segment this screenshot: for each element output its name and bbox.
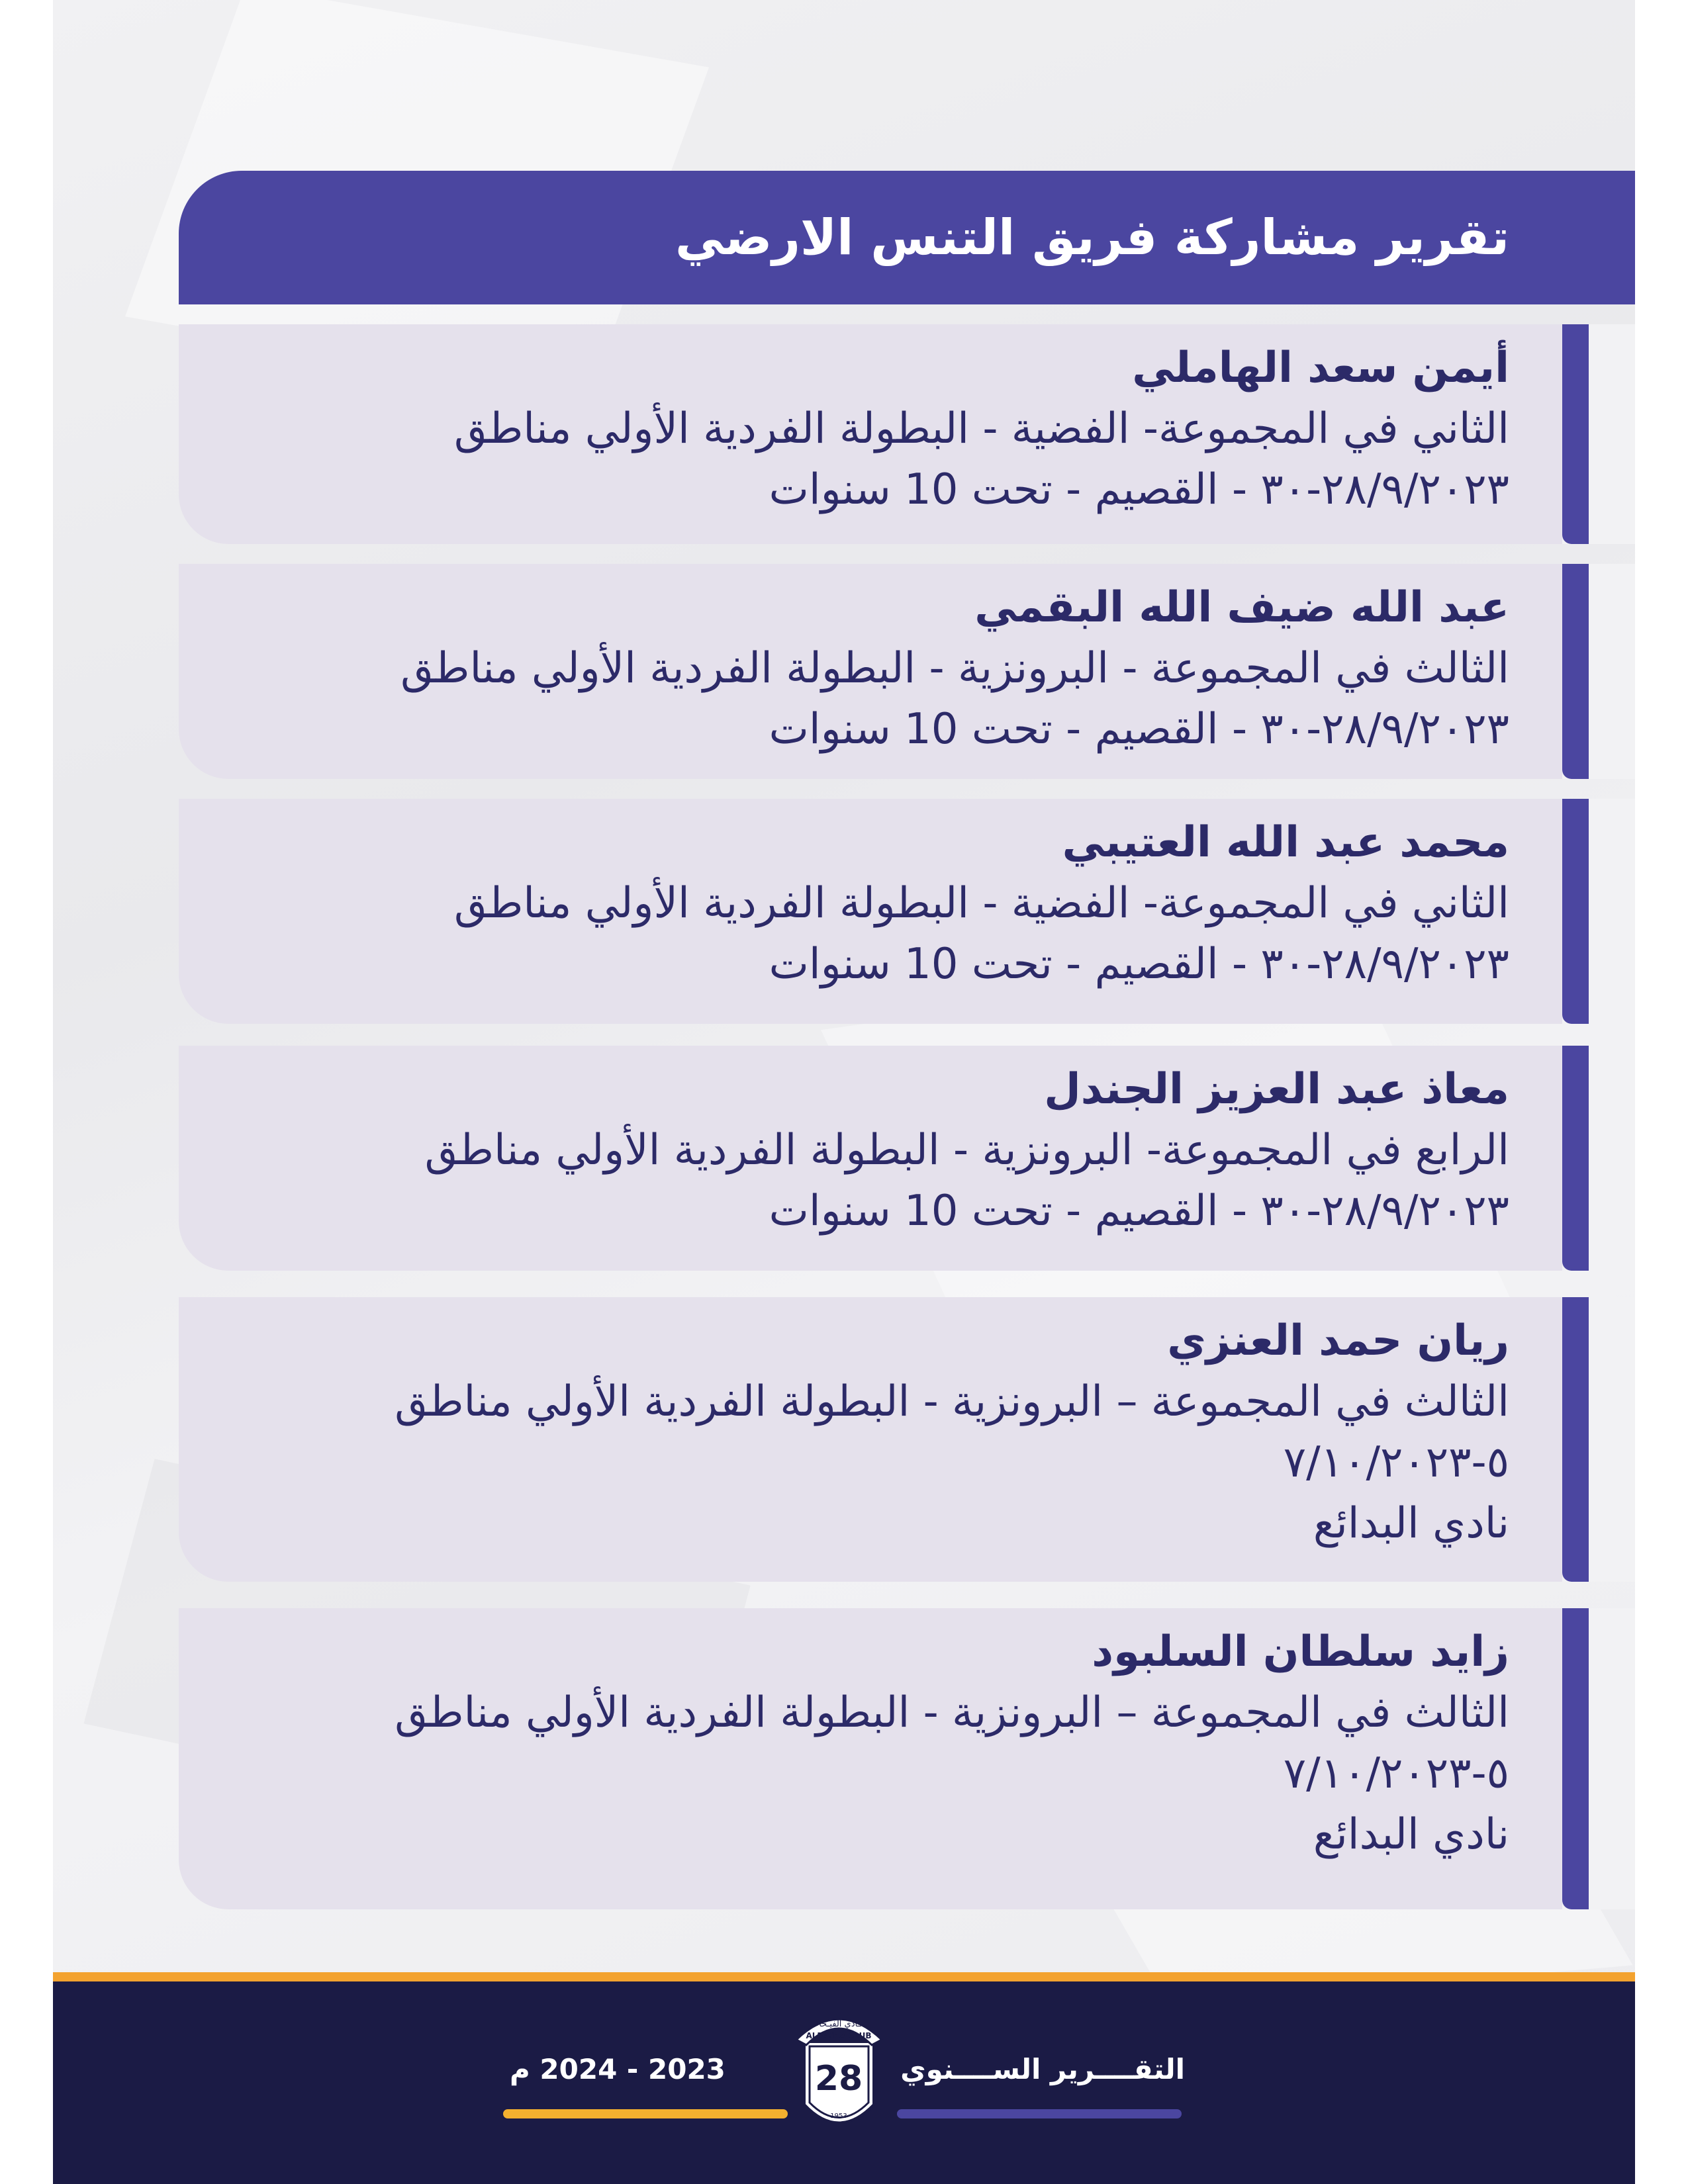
player-details: ٢٨/٩/٢٠٢٣-٣٠ - القصيم - تحت 10 سنوات xyxy=(769,940,1509,989)
footer-accent-line xyxy=(53,1972,1635,1981)
logo-founded-year: 1953 xyxy=(830,2113,847,2120)
player-name: ريان حمد العنزي xyxy=(1167,1316,1509,1365)
player-name: معاذ عبد العزيز الجندل xyxy=(1044,1065,1509,1114)
player-venue: نادي البدائع xyxy=(1313,1810,1509,1859)
footer-underline-blue xyxy=(897,2109,1182,2118)
player-details: ٢٨/٩/٢٠٢٣-٣٠ - القصيم - تحت 10 سنوات xyxy=(769,1187,1509,1236)
player-result: الثالث في المجموعة – البرونزية - البطولة الفردية الأولي مناطق xyxy=(395,1377,1509,1426)
title-banner xyxy=(179,171,1635,304)
player-details: ٢٨/٩/٢٠٢٣-٣٠ - القصيم - تحت 10 سنوات xyxy=(769,705,1509,754)
player-result: الثالث في المجموعة – البرونزية - البطولة الفردية الأولي مناطق xyxy=(395,1688,1509,1737)
player-name: زايد سلطان السلبود xyxy=(1092,1627,1509,1676)
player-card xyxy=(179,799,1635,1024)
player-details: ٢٨/٩/٢٠٢٣-٣٠ - القصيم - تحت 10 سنوات xyxy=(769,465,1509,514)
player-result: الثالث في المجموعة - البرونزية - البطولة الفردية الأولي مناطق xyxy=(400,644,1509,693)
player-result: الثاني في المجموعة- الفضية - البطولة الفردية الأولي مناطق xyxy=(453,404,1509,453)
player-name: عبد الله ضيف الله البقمي xyxy=(974,583,1509,632)
card-accent-bar xyxy=(1562,324,1589,544)
annual-report-label: التقــــرير الســــنوي xyxy=(900,2053,1185,2085)
card-accent-bar xyxy=(1562,799,1589,1024)
card-accent-bar xyxy=(1562,564,1589,779)
footer-underline-gold xyxy=(503,2109,788,2118)
player-card xyxy=(179,1297,1635,1582)
player-result: الثاني في المجموعة- الفضية - البطولة الفردية الأولي مناطق xyxy=(453,879,1509,928)
player-dates: ٥-٧/١٠/٢٠٢٣ xyxy=(1283,1749,1509,1798)
player-dates: ٥-٧/١٠/٢٠٢٣ xyxy=(1283,1438,1509,1487)
player-card xyxy=(179,324,1635,544)
player-name: محمد عبد الله العتيبي xyxy=(1062,818,1509,867)
player-card xyxy=(179,1046,1635,1271)
page-title: تقرير مشاركة فريق التنس الارضي xyxy=(675,209,1509,266)
player-card xyxy=(179,564,1635,779)
card-accent-bar xyxy=(1562,1608,1589,1909)
club-logo xyxy=(791,2005,887,2138)
logo-arabic-text: نـادي الفيـحاء xyxy=(815,2019,863,2029)
report-years: 2023 - 2024 م xyxy=(510,2053,726,2085)
player-card xyxy=(179,1608,1635,1909)
card-accent-bar xyxy=(1562,1046,1589,1271)
card-accent-bar xyxy=(1562,1297,1589,1582)
player-result: الرابع في المجموعة- البرونزية - البطولة الفردية الأولي مناطق xyxy=(424,1126,1509,1175)
player-name: أيمن سعد الهاملي xyxy=(1132,343,1509,392)
logo-number: 28 xyxy=(814,2059,863,2099)
logo-club-text: ALFAYHA CLUB xyxy=(806,2031,872,2040)
player-venue: نادي البدائع xyxy=(1313,1499,1509,1548)
